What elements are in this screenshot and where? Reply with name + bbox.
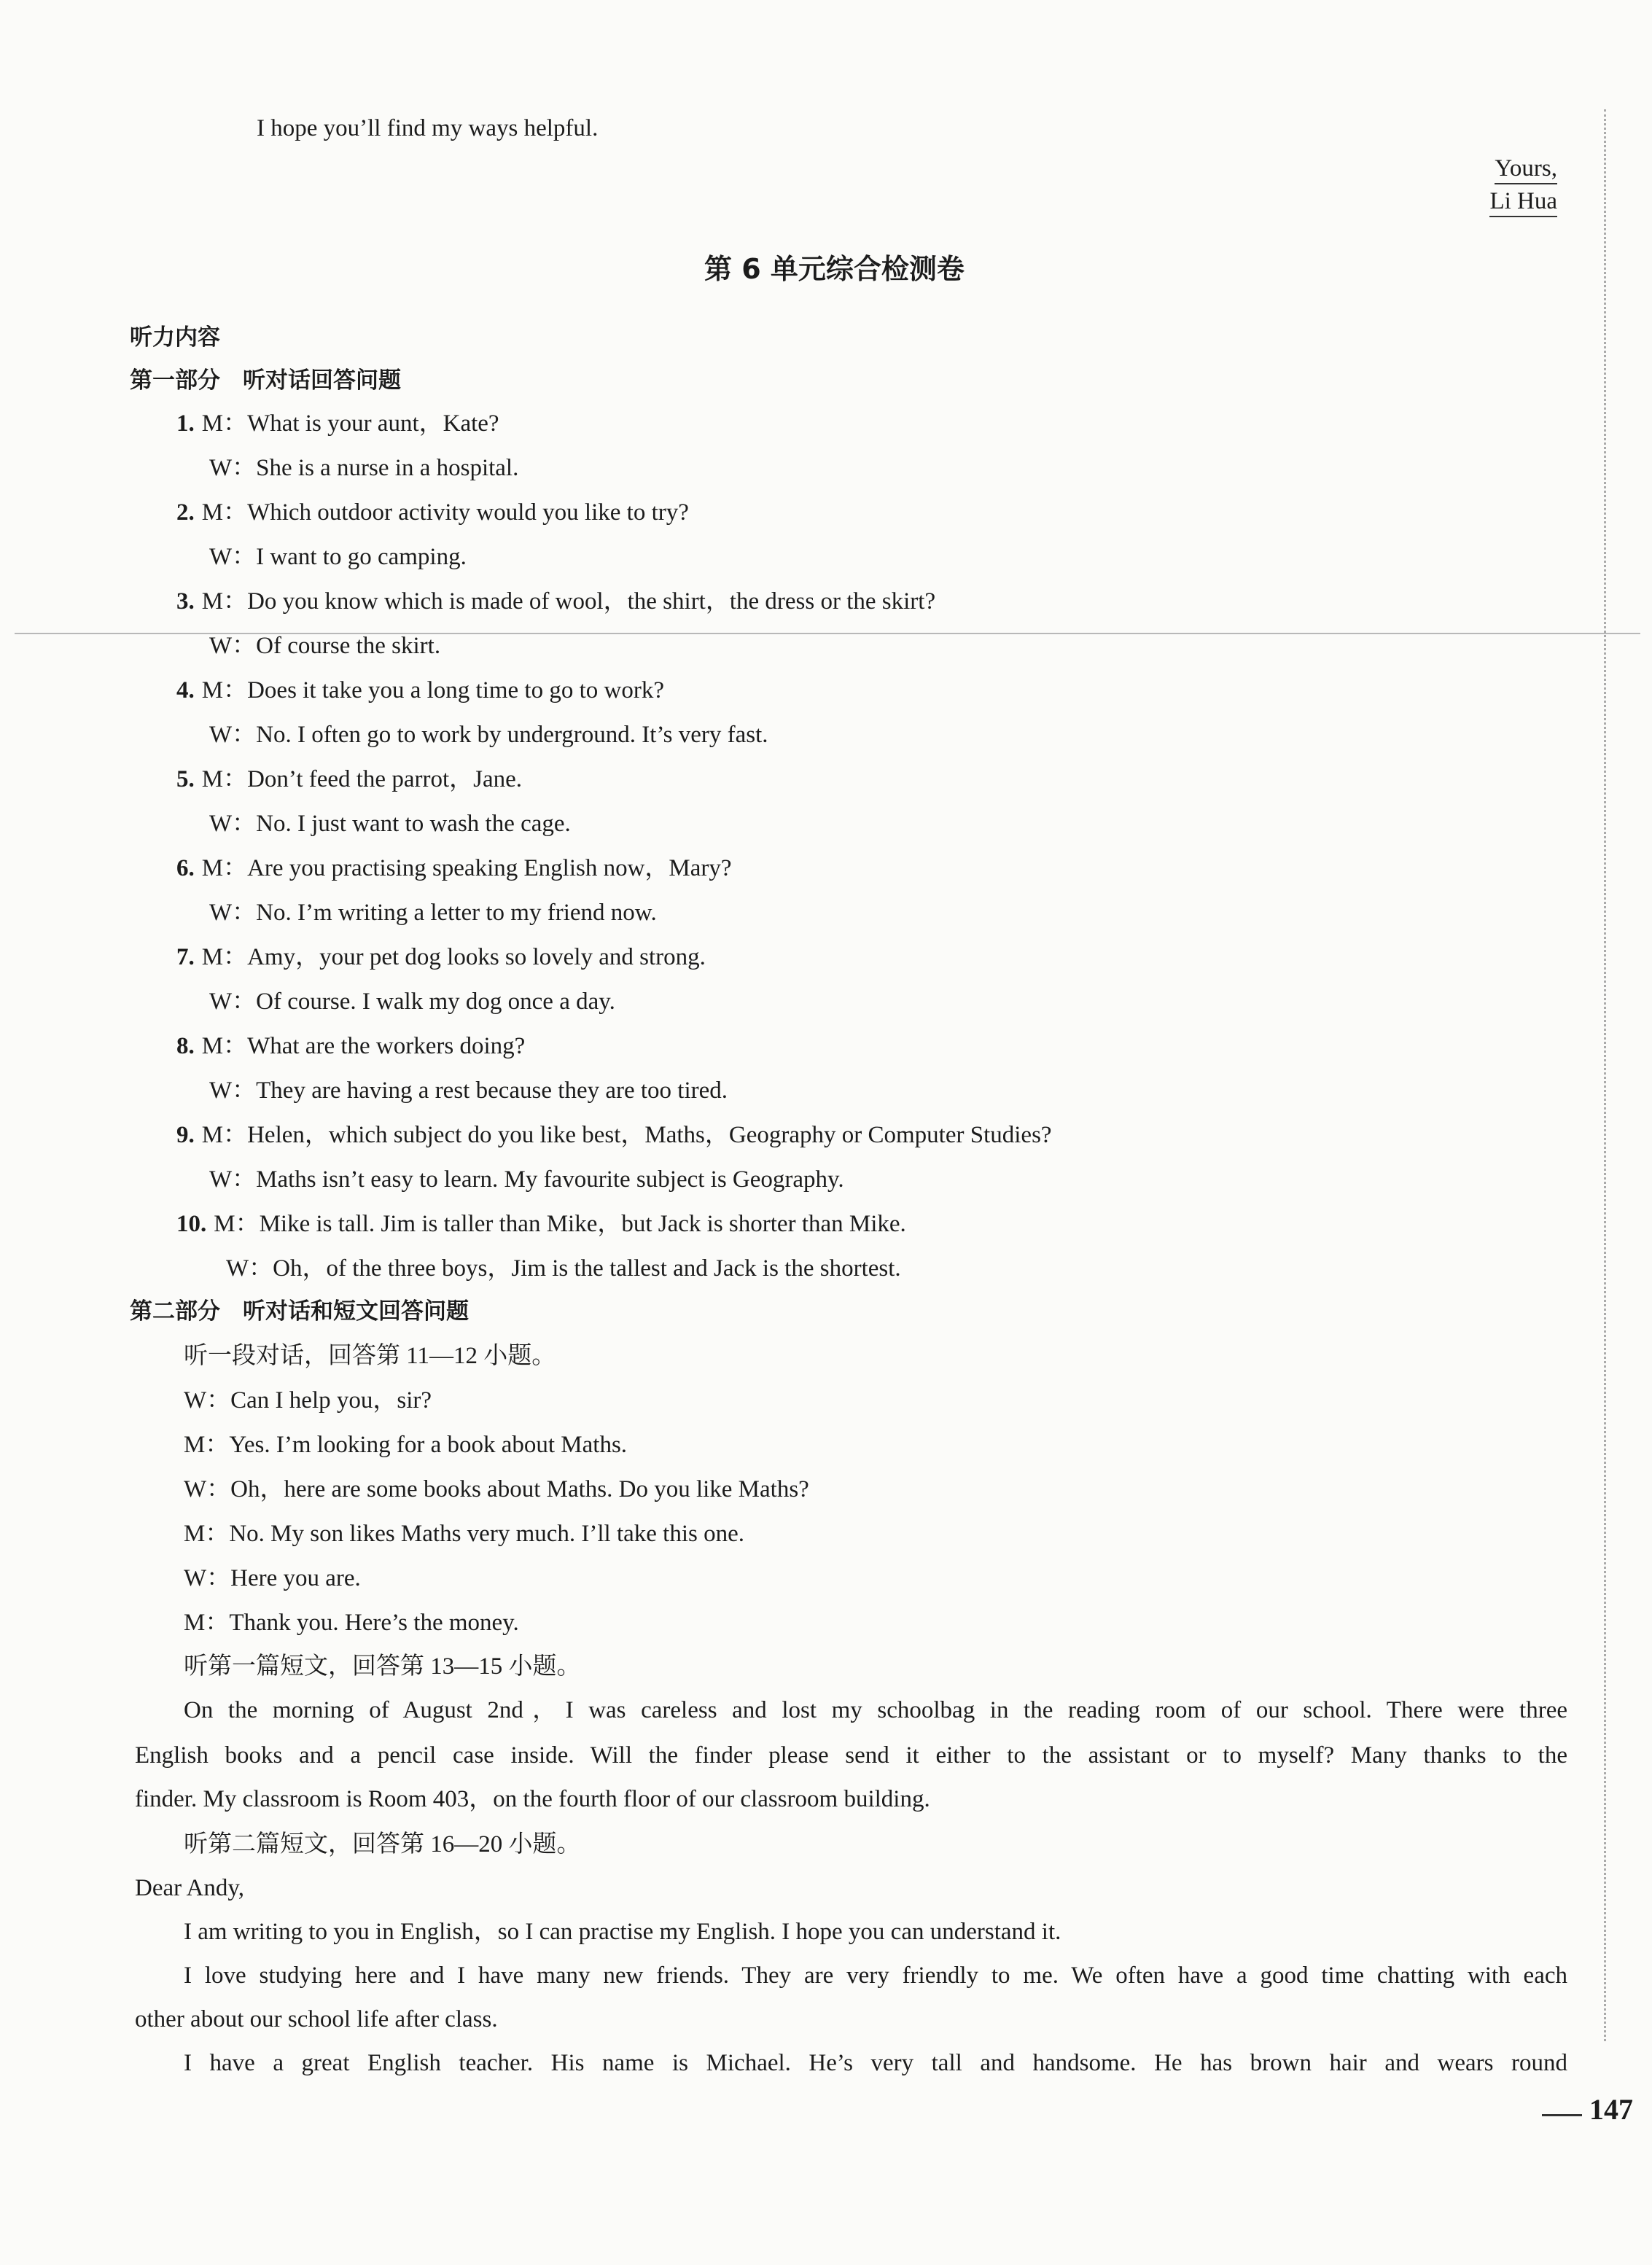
speaker-m-text: M：Which outdoor activity would you like to try? (201, 499, 689, 526)
passage1-intro: 听第一篇短文，回答第 13—15 小题。 (184, 1653, 581, 1680)
question-number: 10. (176, 1211, 207, 1237)
passage2-intro: 听第二篇短文，回答第 16—20 小题。 (184, 1831, 581, 1857)
passage2-line-3: other about our school life after class. (135, 2006, 498, 2032)
binding-dotted-line (1604, 109, 1606, 2041)
page-number: 147 (1589, 2093, 1633, 2126)
closing-name: Li Hua (1489, 188, 1557, 217)
question-7-m-line (176, 944, 706, 972)
question-8-m-line (176, 1033, 525, 1061)
page-title: 第 6 单元综合检测卷 (704, 253, 965, 285)
passage2-line-1: I am writing to you in English，so I can practise my English. I hope you can understand it. (184, 1919, 1061, 1945)
dialogue-line: W：Can I help you，sir? (184, 1387, 432, 1414)
question-2-m-line (176, 499, 689, 527)
section-label: 听力内容 (130, 324, 220, 351)
dialogue-line: W：Here you are. (184, 1565, 361, 1591)
question-number: 2. (176, 499, 195, 526)
question-number: 3. (176, 588, 195, 615)
speaker-m-text: M：Do you know which is made of wool，the shirt，the dress or the skirt? (201, 588, 936, 615)
dialogue-line: W：Oh，here are some books about Maths. Do you like Maths? (184, 1476, 809, 1502)
closing-yours: Yours, (1495, 155, 1557, 184)
speaker-m-text: M：Are you practising speaking English now，Mary? (201, 855, 732, 881)
question-4-m-line (176, 677, 664, 705)
passage1-line-2: English books and a pencil case inside. Will the finder please send it either to the assistant or to myself? Many thanks to the (135, 1742, 1567, 1769)
question-number: 5. (176, 766, 195, 792)
question-5-w-line: W：No. I just want to wash the cage. (209, 811, 571, 837)
question-2-w-line: W：I want to go camping. (209, 544, 467, 570)
passage1-line-1: On the morning of August 2nd，I was careless and lost my schoolbag in the reading room of our school. There were three (184, 1697, 1567, 1723)
speaker-m-text: M：Don’t feed the parrot，Jane. (201, 766, 523, 792)
question-4-w-line: W：No. I often go to work by underground. It’s very fast. (209, 722, 768, 748)
question-5-m-line (176, 766, 522, 794)
speaker-m-text: M：Amy，your pet dog looks so lovely and strong. (201, 944, 706, 970)
speaker-m-text: M：Mike is tall. Jim is taller than Mike，but Jack is shorter than Mike. (214, 1211, 906, 1237)
speaker-m-text: M：What is your aunt，Kate? (201, 410, 499, 437)
question-number: 7. (176, 944, 195, 970)
question-number: 4. (176, 677, 195, 703)
question-8-w-line: W：They are having a rest because they are too tired. (209, 1077, 728, 1104)
page-number-dash (1542, 2114, 1582, 2116)
speaker-m-text: M：Does it take you a long time to go to work? (201, 677, 664, 703)
part2-heading: 第二部分 听对话和短文回答问题 (130, 1298, 469, 1325)
question-9-m-line (176, 1122, 1052, 1150)
passage2-line-2: I love studying here and I have many new friends. They are very friendly to me. We often have a good time chatting with each (184, 1962, 1567, 1989)
question-1-w-line: W：She is a nurse in a hospital. (209, 455, 519, 481)
speaker-m-text: M：Helen，which subject do you like best，Maths，Geography or Computer Studies? (201, 1122, 1052, 1148)
passage2-line-4: I have a great English teacher. His name is Michael. He’s very tall and handsome. He has brown hair and wears round (184, 2050, 1567, 2076)
question-10-w-line: W：Oh，of the three boys，Jim is the tallest and Jack is the shortest. (226, 1255, 901, 1282)
part1-heading: 第一部分 听对话回答问题 (130, 367, 401, 394)
question-number: 8. (176, 1033, 195, 1059)
question-3-m-line (176, 588, 935, 616)
question-9-w-line: W：Maths isn’t easy to learn. My favourite subject is Geography. (209, 1166, 844, 1193)
question-6-w-line: W：No. I’m writing a letter to my friend now. (209, 900, 657, 926)
dialogue-line: M：Yes. I’m looking for a book about Maths. (184, 1432, 628, 1458)
dialogue-intro: 听一段对话，回答第 11—12 小题。 (184, 1343, 556, 1369)
question-7-w-line: W：Of course. I walk my dog once a day. (209, 989, 615, 1015)
letter-greeting: Dear Andy, (135, 1875, 244, 1901)
dialogue-line: M：Thank you. Here’s the money. (184, 1610, 519, 1636)
question-number: 9. (176, 1122, 195, 1148)
passage1-line-3: finder. My classroom is Room 403，on the fourth floor of our classroom building. (135, 1786, 930, 1812)
question-6-m-line (176, 855, 732, 883)
speaker-m-text: M：What are the workers doing? (201, 1033, 526, 1059)
question-10-m-line (176, 1211, 906, 1239)
intro-line: I hope you’ll find my ways helpful. (257, 115, 599, 141)
dialogue-line: M：No. My son likes Maths very much. I’ll take this one. (184, 1521, 744, 1547)
question-number: 1. (176, 410, 195, 437)
question-1-m-line (176, 410, 499, 438)
question-3-w-line: W：Of course the skirt. (209, 633, 441, 659)
question-number: 6. (176, 855, 195, 881)
